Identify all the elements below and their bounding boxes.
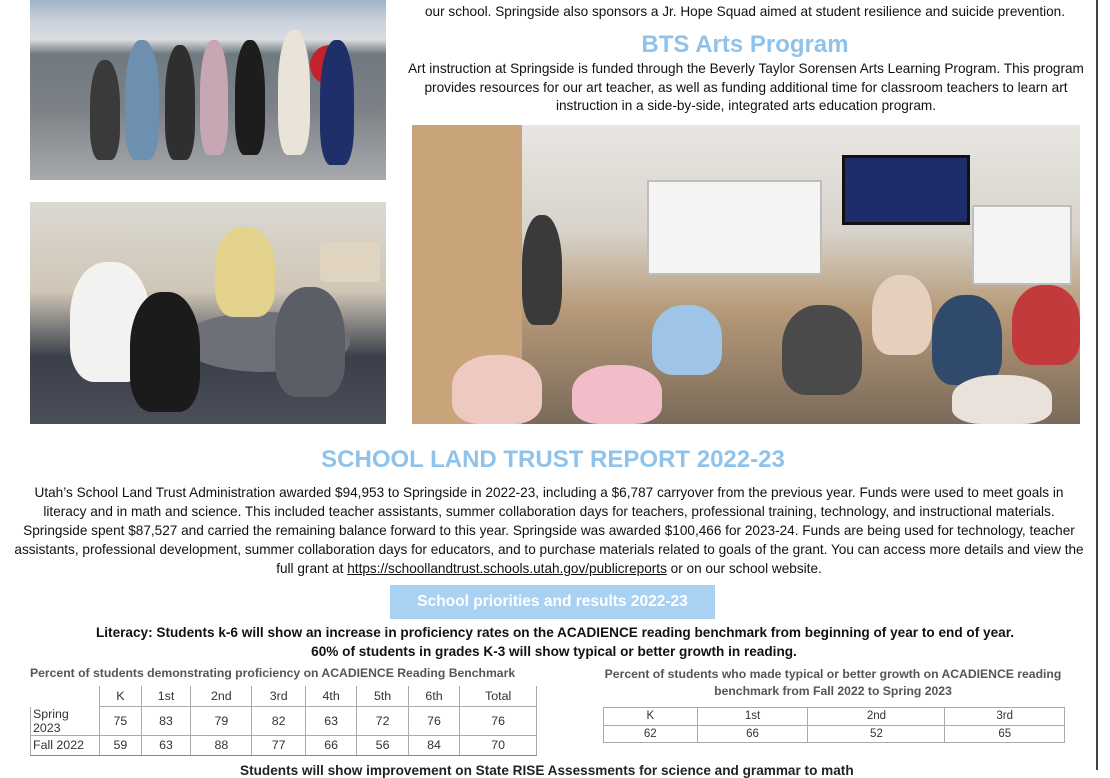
header-cell: 3rd — [252, 686, 305, 707]
literacy-growth-goal: 60% of students in grades K-3 will show typical or better growth in reading. — [311, 644, 797, 659]
header-cell: K — [100, 686, 142, 707]
table-row — [31, 707, 537, 736]
growth-table-caption: Percent of students who made typical or better growth on ACADIENCE reading benchmark from Fall 2022 to Spring 2023 — [604, 667, 1062, 698]
bts-arts-title: BTS Arts Program — [641, 31, 849, 58]
land-trust-title: SCHOOL LAND TRUST REPORT 2022-23 — [321, 446, 785, 473]
header-cell: 6th — [408, 686, 459, 707]
land-trust-body — [14, 483, 1084, 578]
table-cell: 65 — [945, 725, 1065, 743]
table-cell: 70 — [460, 735, 537, 756]
row-label: Fall 2022 — [31, 735, 100, 756]
table-cell: 82 — [252, 707, 305, 736]
header-cell: 4th — [305, 686, 356, 707]
header-cell: 2nd — [808, 708, 945, 726]
header-cell: 1st — [141, 686, 190, 707]
table-row — [604, 725, 1065, 743]
table-cell: 76 — [460, 707, 537, 736]
table-cell: 72 — [357, 707, 408, 736]
header-cell: 1st — [697, 708, 808, 726]
table-cell: 88 — [191, 735, 252, 756]
table-cell: 56 — [357, 735, 408, 756]
table-cell: 83 — [141, 707, 190, 736]
table-cell: 59 — [100, 735, 142, 756]
header-cell: K — [604, 708, 698, 726]
table-header-row — [604, 708, 1065, 726]
table-cell: 66 — [697, 725, 808, 743]
header-cell: 5th — [357, 686, 408, 707]
land-trust-body-end: or on our school website. — [666, 561, 822, 576]
table-cell: 75 — [100, 707, 142, 736]
header-cell: 3rd — [945, 708, 1065, 726]
land-trust-body-text: Utah’s School Land Trust Administration awarded $94,953 to Springside in 2022-23, including a $6,787 carryover from the previous year. Funds were used to meet goals in literacy and in math and science. This included teacher assistants, summer collaboration days for teachers, professional training, technology, and instructional materials. Springside spent $87,527 and carried the remaining balance forward to this year. Springside was awarded $100,466 for 2023-24. Funds are being used for technology, teacher assistants, professional development, summer collaboration days for educators, and to purchase materials related to goals of the grant. You can access more details and view the full grant at — [14, 485, 1084, 576]
header-cell: 2nd — [191, 686, 252, 707]
table-header-row — [31, 686, 537, 707]
photo-classroom — [412, 125, 1080, 424]
table-cell: 77 — [252, 735, 305, 756]
photo-teacher-small-group — [30, 202, 386, 424]
growth-table — [603, 707, 1065, 743]
table-cell: 79 — [191, 707, 252, 736]
header-cell: Total — [460, 686, 537, 707]
photo-students-outdoors — [30, 0, 386, 180]
proficiency-table — [30, 686, 537, 756]
science-goal-cutoff: Students will show improvement on State RISE Assessments for science and grammar to math — [240, 763, 854, 778]
priorities-banner: School priorities and results 2022-23 — [390, 585, 715, 619]
table-cell: 66 — [305, 735, 356, 756]
hope-squad-text: our school. Springside also sponsors a Jr. Hope Squad aimed at student resilience and suicide prevention. — [424, 4, 1066, 19]
table-cell: 52 — [808, 725, 945, 743]
proficiency-table-caption: Percent of students demonstrating proficiency on ACADIENCE Reading Benchmark — [30, 666, 516, 680]
literacy-goal: Literacy: Students k-6 will show an increase in proficiency rates on the ACADIENCE reading benchmark from beginning of year to end of year. — [95, 625, 1015, 640]
header-blank — [31, 686, 100, 707]
table-cell: 84 — [408, 735, 459, 756]
row-label: Spring 2023 — [31, 707, 100, 736]
table-cell: 76 — [408, 707, 459, 736]
table-cell: 62 — [604, 725, 698, 743]
table-cell: 63 — [141, 735, 190, 756]
table-row — [31, 735, 537, 756]
table-cell: 63 — [305, 707, 356, 736]
bts-arts-body: Art instruction at Springside is funded through the Beverly Taylor Sorensen Arts Learning Program. This program provides resources for our art teacher, as well as funding additional time for classroom teachers to learn art instruction in a side-by-side, integrated arts education program. — [408, 61, 1084, 114]
public-reports-link[interactable]: https://schoollandtrust.schools.utah.gov/publicreports — [347, 561, 667, 576]
